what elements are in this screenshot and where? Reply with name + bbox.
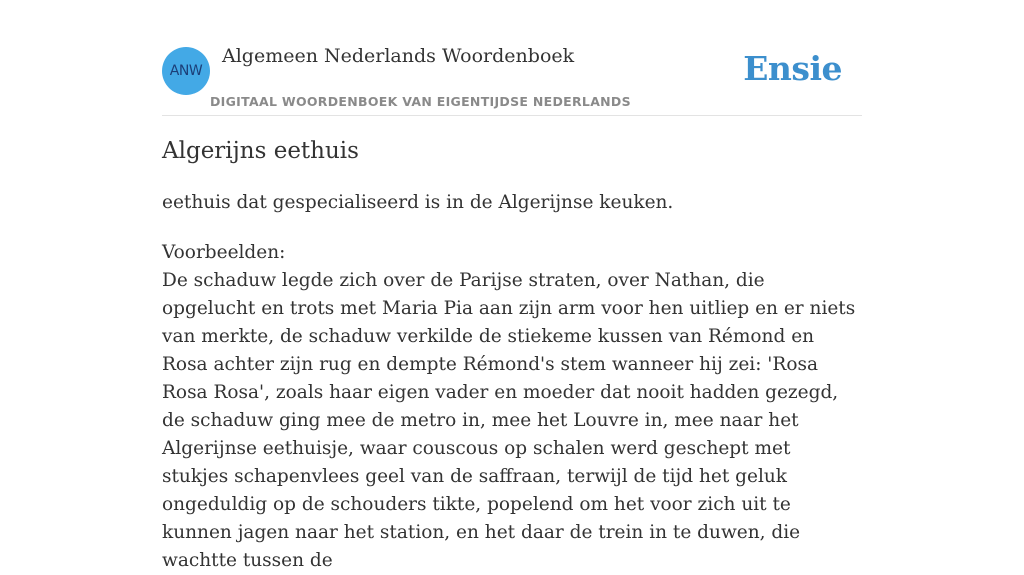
entry-definition: eethuis dat gespecialiseerd is in de Algerijnse keuken. [162, 192, 674, 213]
site-header [162, 0, 862, 116]
anw-logo[interactable]: ANW [162, 47, 210, 95]
ensie-brand-link[interactable]: Ensie [743, 49, 842, 88]
example-text: De schaduw legde zich over de Parijse straten, over Nathan, die opgelucht en trots met Maria Pia aan zijn arm voor hen uitliep en er niets van merkte, de schaduw verkilde de stiekeme kussen van Rémond en Rosa achter zijn rug en dempte Rémond's stem wanneer hij zei: 'Rosa Rosa Rosa', zoals haar eigen vader en moeder dat nooit hadden gezegd, de schaduw ging mee de metro in, mee het Louvre in, mee naar het Algerijnse eethuisje, waar couscous op schalen werd geschept met stukjes schapenvlees geel van de saffraan, terwijl de tijd het geluk ongeduldig op de schouders tikte, popelend om het voor zich uit te kunnen jagen naar het station, en het daar de trein in te duwen, die wachtte tussen de [162, 270, 856, 571]
entry-title: Algerijns eethuis [162, 138, 359, 164]
site-title[interactable]: Algemeen Nederlands Woordenboek [222, 45, 575, 67]
examples-section [162, 239, 862, 575]
examples-label: Voorbeelden: [162, 242, 286, 263]
content-container [162, 0, 862, 571]
site-subtitle: DIGITAAL WOORDENBOEK VAN EIGENTIJDSE NEDERLANDS [210, 94, 631, 109]
